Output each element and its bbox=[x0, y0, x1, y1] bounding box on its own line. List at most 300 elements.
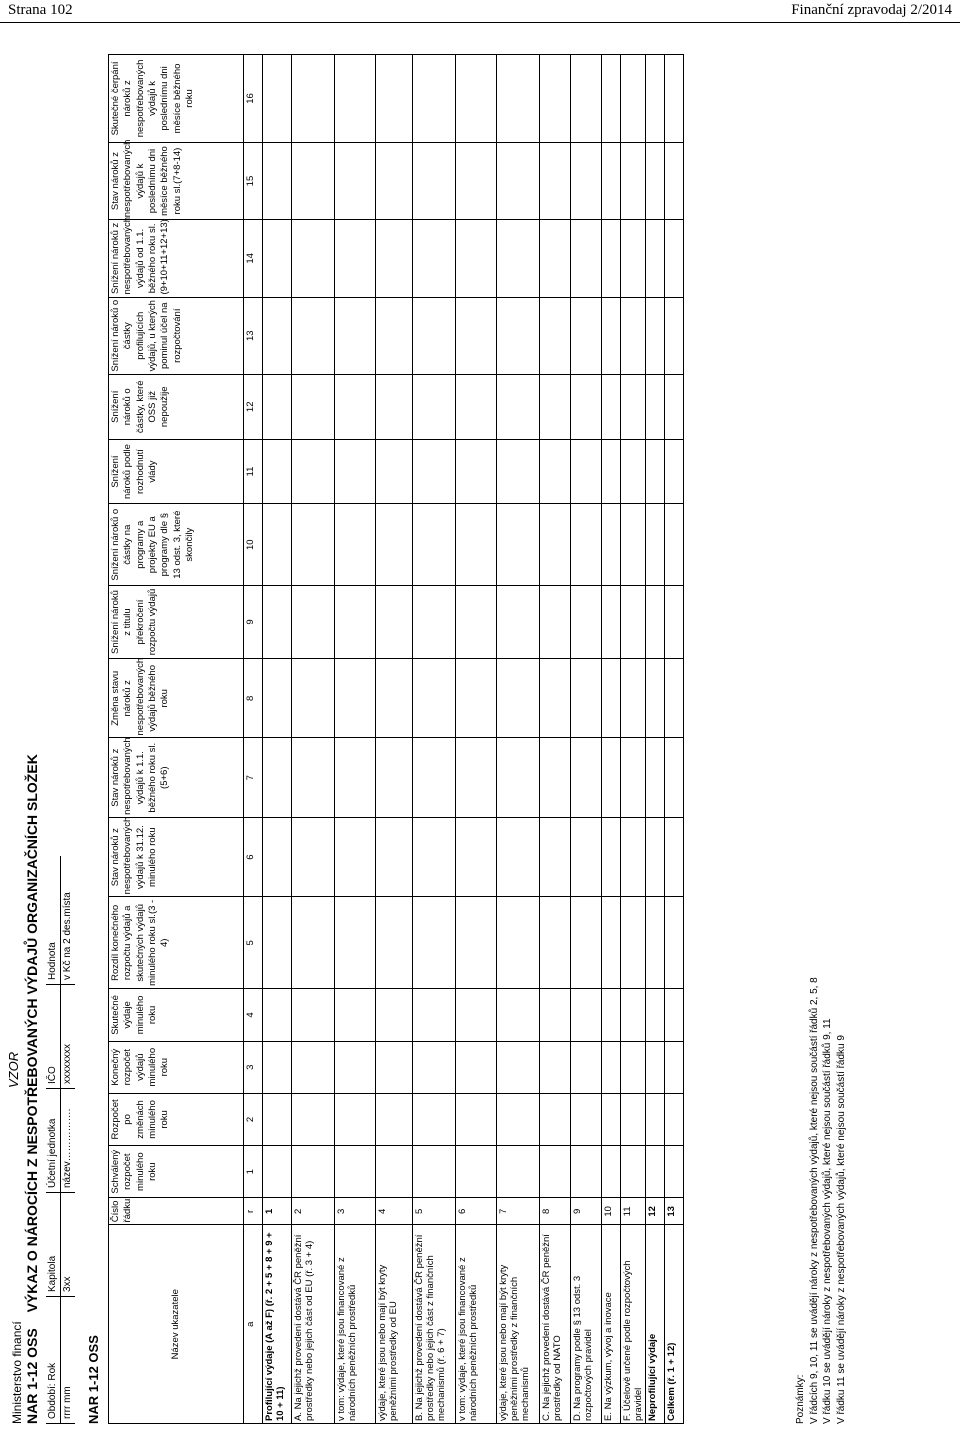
value-cell bbox=[413, 439, 456, 504]
value-cell bbox=[413, 989, 456, 1041]
meta-label: Hodnota bbox=[46, 856, 61, 985]
value-cell bbox=[335, 504, 376, 586]
meta-table bbox=[46, 856, 75, 1424]
row-number: 12 bbox=[646, 1198, 665, 1225]
column-header: Snížení nároků o částky na programy a projekty EU a programy dle § 13 odst. 3, které skončily bbox=[109, 504, 244, 586]
value-cell bbox=[646, 1041, 665, 1093]
row-name: E. Na výzkum, vývoj a inovace bbox=[602, 1225, 621, 1424]
value-cell bbox=[335, 585, 376, 658]
row-name: B. Na jejichž provedení dostává ČR peněžní prostředky nebo jejich část z finančních mechanismů (ř. 6 + 7) bbox=[413, 1225, 456, 1424]
value-cell bbox=[571, 897, 602, 989]
index-cell: 16 bbox=[244, 55, 263, 143]
value-cell bbox=[571, 738, 602, 817]
value-cell bbox=[292, 1146, 335, 1198]
value-cell bbox=[376, 1041, 413, 1093]
value-cell bbox=[665, 1041, 684, 1093]
value-cell bbox=[335, 1146, 376, 1198]
column-header: Snížení nároků podle rozhodnutí vlády bbox=[109, 439, 244, 504]
value-cell bbox=[456, 55, 497, 143]
row-name: Celkem (ř. 1 + 12) bbox=[665, 1225, 684, 1424]
value-cell bbox=[602, 439, 621, 504]
row-name: D. Na programy podle § 13 odst. 3 rozpočtových pravidel bbox=[571, 1225, 602, 1424]
value-cell bbox=[292, 817, 335, 896]
value-cell bbox=[497, 659, 540, 738]
row-number: 10 bbox=[602, 1198, 621, 1225]
value-cell bbox=[335, 55, 376, 143]
index-cell: 11 bbox=[244, 439, 263, 504]
value-cell bbox=[335, 817, 376, 896]
value-cell bbox=[263, 659, 292, 738]
meta-label: IČO bbox=[46, 985, 61, 1089]
value-cell bbox=[292, 1041, 335, 1093]
value-cell bbox=[456, 659, 497, 738]
value-cell bbox=[621, 989, 646, 1041]
value-cell bbox=[497, 1093, 540, 1145]
value-cell bbox=[376, 659, 413, 738]
value-cell bbox=[335, 220, 376, 297]
value-cell bbox=[335, 897, 376, 989]
index-cell: a bbox=[244, 1225, 263, 1424]
index-cell: 7 bbox=[244, 738, 263, 817]
value-cell bbox=[665, 142, 684, 219]
value-cell bbox=[540, 585, 571, 658]
value-cell bbox=[497, 897, 540, 989]
value-cell bbox=[646, 220, 665, 297]
value-cell bbox=[571, 659, 602, 738]
report-code: NAR 1-12 OSS bbox=[24, 1328, 40, 1424]
value-cell bbox=[621, 1041, 646, 1093]
value-cell bbox=[263, 1146, 292, 1198]
value-cell bbox=[665, 297, 684, 374]
note-line: V řádku 10 se uvádějí nároky z nespotřebovaných výdajů, které nejsou součástí řádků 9, 11 bbox=[822, 1018, 833, 1424]
value-cell bbox=[621, 374, 646, 439]
ministry-name: Ministerstvo financí bbox=[10, 1321, 24, 1424]
report-name: VÝKAZ O NÁROCÍCH Z NESPOTŘEBOVANÝCH VÝDAJŮ ORGANIZAČNÍCH SLOŽEK bbox=[24, 754, 40, 1313]
column-header: Skutečné čerpání nároků z nespotřebovaných výdajů k poslednímu dni měsíce běžného roku bbox=[109, 55, 244, 143]
value-cell bbox=[621, 439, 646, 504]
value-cell bbox=[621, 55, 646, 143]
value-cell bbox=[292, 585, 335, 658]
value-cell bbox=[335, 738, 376, 817]
value-cell bbox=[497, 738, 540, 817]
value-cell bbox=[621, 1146, 646, 1198]
value-cell bbox=[376, 989, 413, 1041]
value-cell bbox=[665, 585, 684, 658]
row-name: C. Na jejichž provedení dostává ČR peněžní prostředky od NATO bbox=[540, 1225, 571, 1424]
value-cell bbox=[456, 585, 497, 658]
index-cell: 3 bbox=[244, 1041, 263, 1093]
index-cell: 12 bbox=[244, 374, 263, 439]
value-cell bbox=[456, 297, 497, 374]
value-cell bbox=[413, 220, 456, 297]
value-cell bbox=[263, 1041, 292, 1093]
value-cell bbox=[540, 817, 571, 896]
value-cell bbox=[413, 585, 456, 658]
value-cell bbox=[602, 142, 621, 219]
table-row bbox=[621, 55, 646, 1424]
value-cell bbox=[621, 142, 646, 219]
meta-value: název……………. bbox=[61, 1089, 76, 1193]
value-cell bbox=[335, 374, 376, 439]
value-cell bbox=[335, 439, 376, 504]
column-header: Změna stavu nároků z nespotřebovaných výdajů běžného roku bbox=[109, 659, 244, 738]
value-cell bbox=[621, 659, 646, 738]
value-cell bbox=[376, 220, 413, 297]
value-cell bbox=[646, 738, 665, 817]
index-cell: 10 bbox=[244, 504, 263, 586]
row-name: Profilující výdaje (A až F) (ř. 2 + 5 + 8 + 9 + 10 + 11) bbox=[263, 1225, 292, 1424]
value-cell bbox=[292, 989, 335, 1041]
value-cell bbox=[602, 220, 621, 297]
column-header: Rozpočet po změnách minulého roku bbox=[109, 1093, 244, 1145]
value-cell bbox=[571, 1093, 602, 1145]
row-number: 2 bbox=[292, 1198, 335, 1225]
value-cell bbox=[413, 659, 456, 738]
index-row bbox=[244, 55, 263, 1424]
index-cell: 14 bbox=[244, 220, 263, 297]
column-header: Skutečné výdaje minulého roku bbox=[109, 989, 244, 1041]
table-row bbox=[413, 55, 456, 1424]
row-name: A. Na jejichž provedení dostává ČR peněžní prostředky nebo jejich část od EU (ř. 3 + 4) bbox=[292, 1225, 335, 1424]
value-cell bbox=[665, 897, 684, 989]
meta-value: xxxxxxxx bbox=[61, 985, 76, 1089]
value-cell bbox=[621, 897, 646, 989]
value-cell bbox=[497, 142, 540, 219]
value-cell bbox=[646, 585, 665, 658]
value-cell bbox=[602, 297, 621, 374]
value-cell bbox=[540, 738, 571, 817]
note-line: V řádcích 9, 10, 11 se uvádějí nároky z nespotřebovaných výdajů, které nejsou součástí řádků 2, 5, 8 bbox=[808, 977, 820, 1424]
value-cell bbox=[646, 659, 665, 738]
value-cell bbox=[497, 55, 540, 143]
claims-table bbox=[108, 54, 684, 1424]
column-header: Konečný rozpočet výdajů minulého roku bbox=[109, 1041, 244, 1093]
value-cell bbox=[292, 659, 335, 738]
value-cell bbox=[413, 297, 456, 374]
page-number: Strana 102 bbox=[8, 2, 73, 18]
vzor-label: VZOR bbox=[6, 1051, 21, 1088]
notes-heading: Poznámky: bbox=[795, 1374, 806, 1424]
table-row bbox=[376, 55, 413, 1424]
row-name: výdaje, které jsou nebo mají být kryty peněžními prostředky z finančních mechanismů bbox=[497, 1225, 540, 1424]
meta-label: Účetní jednotka bbox=[46, 1089, 61, 1193]
value-cell bbox=[263, 817, 292, 896]
value-cell bbox=[646, 989, 665, 1041]
report-title bbox=[24, 754, 40, 1424]
value-cell bbox=[376, 738, 413, 817]
value-cell bbox=[540, 297, 571, 374]
value-cell bbox=[376, 897, 413, 989]
value-cell bbox=[413, 142, 456, 219]
value-cell bbox=[413, 1041, 456, 1093]
value-cell bbox=[602, 817, 621, 896]
notes bbox=[794, 977, 848, 1424]
value-cell bbox=[646, 439, 665, 504]
value-cell bbox=[571, 585, 602, 658]
value-cell bbox=[413, 738, 456, 817]
row-number: 5 bbox=[413, 1198, 456, 1225]
table-row bbox=[571, 55, 602, 1424]
value-cell bbox=[376, 297, 413, 374]
value-cell bbox=[456, 738, 497, 817]
row-name: v tom: výdaje, které jsou financované z národních peněžních prostředků bbox=[335, 1225, 376, 1424]
value-cell bbox=[335, 1093, 376, 1145]
value-cell bbox=[602, 1041, 621, 1093]
value-cell bbox=[665, 374, 684, 439]
row-name: Neprofilující výdaje bbox=[646, 1225, 665, 1424]
value-cell bbox=[665, 439, 684, 504]
value-cell bbox=[263, 585, 292, 658]
value-cell bbox=[413, 55, 456, 143]
value-cell bbox=[497, 374, 540, 439]
value-cell bbox=[646, 1093, 665, 1145]
value-cell bbox=[497, 1146, 540, 1198]
value-cell bbox=[456, 374, 497, 439]
value-cell bbox=[497, 504, 540, 586]
value-cell bbox=[540, 897, 571, 989]
note-line: V řádku 11 se uvádějí nároky z nespotřebovaných výdajů, které nejsou součástí řádku 9 bbox=[835, 1035, 847, 1424]
value-cell bbox=[621, 817, 646, 896]
value-cell bbox=[456, 1146, 497, 1198]
value-cell bbox=[571, 504, 602, 586]
value-cell bbox=[646, 817, 665, 896]
value-cell bbox=[540, 659, 571, 738]
value-cell bbox=[571, 1146, 602, 1198]
value-cell bbox=[571, 297, 602, 374]
value-cell bbox=[456, 504, 497, 586]
value-cell bbox=[263, 374, 292, 439]
value-cell bbox=[571, 220, 602, 297]
value-cell bbox=[646, 55, 665, 143]
value-cell bbox=[263, 989, 292, 1041]
index-cell: 9 bbox=[244, 585, 263, 658]
value-cell bbox=[665, 1146, 684, 1198]
value-cell bbox=[602, 504, 621, 586]
meta-label: Období: Rok bbox=[46, 1297, 61, 1424]
column-header: Snížení nároků o částky profilujících výdajů, u kterých pominul účel na rozpočtování bbox=[109, 297, 244, 374]
table-row bbox=[263, 55, 292, 1424]
column-header: Stav nároků z nespotřebovaných výdajů k 31.12. minulého roku bbox=[109, 817, 244, 896]
value-cell bbox=[540, 374, 571, 439]
value-cell bbox=[540, 989, 571, 1041]
section-title: NAR 1-12 OSS bbox=[86, 1335, 101, 1424]
value-cell bbox=[292, 55, 335, 143]
value-cell bbox=[413, 504, 456, 586]
value-cell bbox=[621, 297, 646, 374]
header-rule bbox=[0, 22, 960, 23]
index-cell: 8 bbox=[244, 659, 263, 738]
table-row bbox=[540, 55, 571, 1424]
value-cell bbox=[263, 297, 292, 374]
value-cell bbox=[497, 817, 540, 896]
value-cell bbox=[540, 55, 571, 143]
value-cell bbox=[621, 585, 646, 658]
value-cell bbox=[292, 738, 335, 817]
value-cell bbox=[602, 1146, 621, 1198]
value-cell bbox=[602, 659, 621, 738]
value-cell bbox=[497, 439, 540, 504]
index-cell: 15 bbox=[244, 142, 263, 219]
value-cell bbox=[602, 1093, 621, 1145]
value-cell bbox=[376, 374, 413, 439]
value-cell bbox=[665, 989, 684, 1041]
meta-value: rrrr mm bbox=[61, 1297, 76, 1424]
value-cell bbox=[263, 220, 292, 297]
value-cell bbox=[571, 55, 602, 143]
value-cell bbox=[335, 989, 376, 1041]
value-cell bbox=[456, 989, 497, 1041]
value-cell bbox=[497, 297, 540, 374]
row-number: 11 bbox=[621, 1198, 646, 1225]
value-cell bbox=[292, 439, 335, 504]
value-cell bbox=[602, 55, 621, 143]
value-cell bbox=[456, 1093, 497, 1145]
value-cell bbox=[263, 439, 292, 504]
value-cell bbox=[335, 297, 376, 374]
value-cell bbox=[335, 142, 376, 219]
page-header bbox=[0, 0, 960, 24]
value-cell bbox=[413, 897, 456, 989]
value-cell bbox=[292, 374, 335, 439]
value-cell bbox=[497, 1041, 540, 1093]
column-header: Snížení nároků z nespotřebovaných výdajů od 1.1. běžného roku sl. (9+10+11+12+13) bbox=[109, 220, 244, 297]
row-number: 6 bbox=[456, 1198, 497, 1225]
value-cell bbox=[540, 220, 571, 297]
value-cell bbox=[540, 1041, 571, 1093]
table-row bbox=[665, 55, 684, 1424]
row-name: výdaje, které jsou nebo mají být kryty peněžními prostředky od EU bbox=[376, 1225, 413, 1424]
value-cell bbox=[376, 1146, 413, 1198]
value-cell bbox=[665, 220, 684, 297]
row-number: 13 bbox=[665, 1198, 684, 1225]
value-cell bbox=[602, 585, 621, 658]
value-cell bbox=[263, 55, 292, 143]
value-cell bbox=[571, 439, 602, 504]
column-header: Snížení nároků z titulu překročení rozpočtu výdajů bbox=[109, 585, 244, 658]
value-cell bbox=[621, 220, 646, 297]
table-row bbox=[646, 55, 665, 1424]
value-cell bbox=[571, 817, 602, 896]
meta-label: Kapitola bbox=[46, 1193, 61, 1297]
column-header: Stav nároků z nespotřebovaných výdajů k poslednímu dni měsíce běžného roku sl.(7+8-14) bbox=[109, 142, 244, 219]
value-cell bbox=[413, 817, 456, 896]
value-cell bbox=[263, 897, 292, 989]
row-number: 3 bbox=[335, 1198, 376, 1225]
index-cell: 1 bbox=[244, 1146, 263, 1198]
index-cell: 4 bbox=[244, 989, 263, 1041]
table-row bbox=[602, 55, 621, 1424]
index-cell: r bbox=[244, 1198, 263, 1225]
value-cell bbox=[646, 1146, 665, 1198]
value-cell bbox=[413, 374, 456, 439]
value-cell bbox=[602, 989, 621, 1041]
value-cell bbox=[602, 738, 621, 817]
table-row bbox=[497, 55, 540, 1424]
value-cell bbox=[602, 897, 621, 989]
value-cell bbox=[376, 504, 413, 586]
value-cell bbox=[571, 1041, 602, 1093]
value-cell bbox=[497, 220, 540, 297]
value-cell bbox=[263, 1093, 292, 1145]
value-cell bbox=[665, 817, 684, 896]
value-cell bbox=[497, 989, 540, 1041]
value-cell bbox=[292, 220, 335, 297]
table-row bbox=[456, 55, 497, 1424]
index-cell: 13 bbox=[244, 297, 263, 374]
value-cell bbox=[665, 738, 684, 817]
value-cell bbox=[456, 439, 497, 504]
value-cell bbox=[456, 1041, 497, 1093]
value-cell bbox=[413, 1146, 456, 1198]
value-cell bbox=[292, 142, 335, 219]
value-cell bbox=[571, 142, 602, 219]
publication-title: Finanční zpravodaj 2/2014 bbox=[791, 2, 952, 18]
row-number: 7 bbox=[497, 1198, 540, 1225]
row-name: v tom: výdaje, které jsou financované z národních peněžních prostředků bbox=[456, 1225, 497, 1424]
value-cell bbox=[456, 220, 497, 297]
value-cell bbox=[263, 142, 292, 219]
value-cell bbox=[292, 504, 335, 586]
value-cell bbox=[540, 1093, 571, 1145]
value-cell bbox=[292, 297, 335, 374]
value-cell bbox=[376, 1093, 413, 1145]
value-cell bbox=[292, 1093, 335, 1145]
value-cell bbox=[602, 374, 621, 439]
value-cell bbox=[665, 55, 684, 143]
index-cell: 5 bbox=[244, 897, 263, 989]
value-cell bbox=[376, 817, 413, 896]
column-header-name: Název ukazatele bbox=[109, 1225, 244, 1424]
value-cell bbox=[263, 504, 292, 586]
value-cell bbox=[665, 504, 684, 586]
index-cell: 6 bbox=[244, 817, 263, 896]
value-cell bbox=[335, 1041, 376, 1093]
value-cell bbox=[540, 142, 571, 219]
value-cell bbox=[621, 1093, 646, 1145]
value-cell bbox=[571, 989, 602, 1041]
value-cell bbox=[665, 1093, 684, 1145]
value-cell bbox=[646, 142, 665, 219]
row-number: 1 bbox=[263, 1198, 292, 1225]
column-header: Schválený rozpočet minulého roku bbox=[109, 1146, 244, 1198]
value-cell bbox=[456, 817, 497, 896]
rotated-form bbox=[4, 48, 956, 1428]
value-cell bbox=[646, 297, 665, 374]
value-cell bbox=[376, 55, 413, 143]
row-number: 8 bbox=[540, 1198, 571, 1225]
value-cell bbox=[376, 585, 413, 658]
value-cell bbox=[263, 738, 292, 817]
column-header: Stav nároků z nespotřebovaných výdajů k 1.1. běžného roku sl. (5+6) bbox=[109, 738, 244, 817]
meta-value: 3xx bbox=[61, 1193, 76, 1297]
row-number: 4 bbox=[376, 1198, 413, 1225]
value-cell bbox=[665, 659, 684, 738]
value-cell bbox=[413, 1093, 456, 1145]
value-cell bbox=[540, 439, 571, 504]
column-header: Číslo řádku bbox=[109, 1198, 244, 1225]
value-cell bbox=[292, 897, 335, 989]
column-header: Rozdíl konečného rozpočtu výdajů a skutečných výdajů minulého roku sl.(3 - 4) bbox=[109, 897, 244, 989]
value-cell bbox=[621, 504, 646, 586]
value-cell bbox=[646, 374, 665, 439]
value-cell bbox=[376, 439, 413, 504]
value-cell bbox=[456, 897, 497, 989]
index-cell: 2 bbox=[244, 1093, 263, 1145]
value-cell bbox=[646, 504, 665, 586]
value-cell bbox=[497, 585, 540, 658]
meta-value: v Kč na 2 des.místa bbox=[61, 856, 76, 985]
value-cell bbox=[540, 504, 571, 586]
